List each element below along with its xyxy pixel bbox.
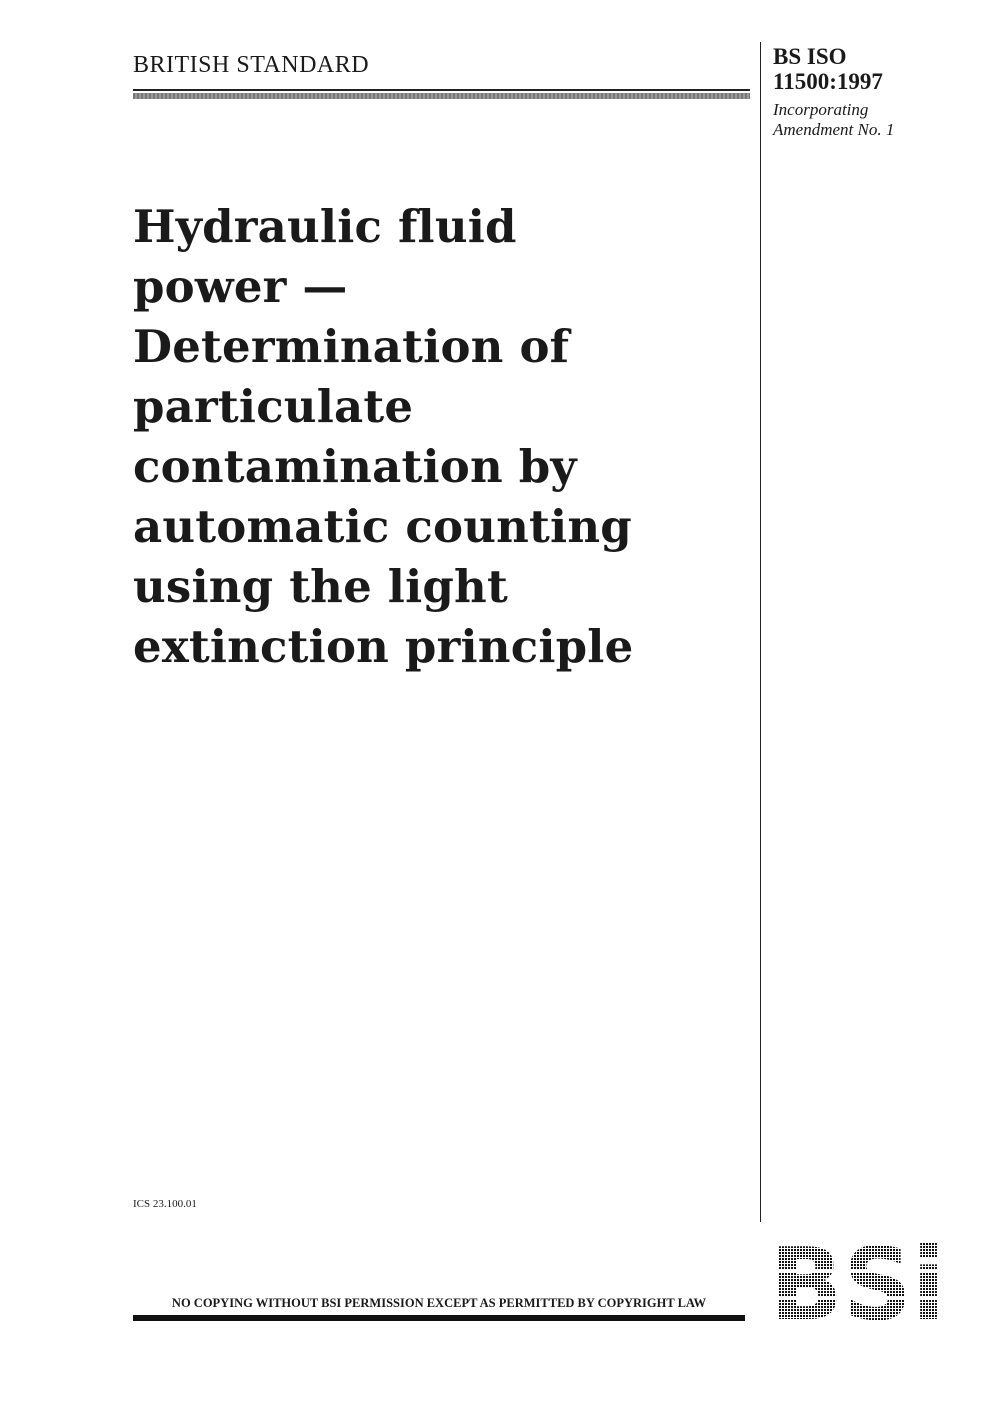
copyright-notice: NO COPYING WITHOUT BSI PERMISSION EXCEPT AS PERMITTED BY COPYRIGHT LAW xyxy=(171,1296,707,1310)
amendment-line-1: Incorporating xyxy=(773,100,869,119)
amendment-line-2: Amendment No. 1 xyxy=(773,120,895,139)
standard-code: BS ISO 11500:1997 xyxy=(773,44,883,94)
title-line: automatic counting xyxy=(133,500,632,553)
margin-divider xyxy=(760,42,761,1222)
title-line: Determination of xyxy=(133,320,570,373)
document-title xyxy=(133,197,733,677)
header-rule-thin xyxy=(133,89,750,91)
amendment-note xyxy=(773,100,983,140)
document-type-label: BRITISH STANDARD xyxy=(133,52,370,78)
title-line: power — xyxy=(133,260,348,313)
title-line: particulate xyxy=(133,380,414,433)
title-line: contamination by xyxy=(133,440,577,493)
ics-code: ICS 23.100.01 xyxy=(133,1198,197,1210)
title-line: Hydraulic fluid xyxy=(133,200,517,253)
header-rule-thick xyxy=(133,93,750,99)
standard-number xyxy=(773,44,983,94)
title-line: using the light xyxy=(133,560,508,613)
bsi-logo xyxy=(770,1243,945,1323)
footer-rule xyxy=(133,1315,745,1321)
title-line: extinction principle xyxy=(133,620,634,673)
